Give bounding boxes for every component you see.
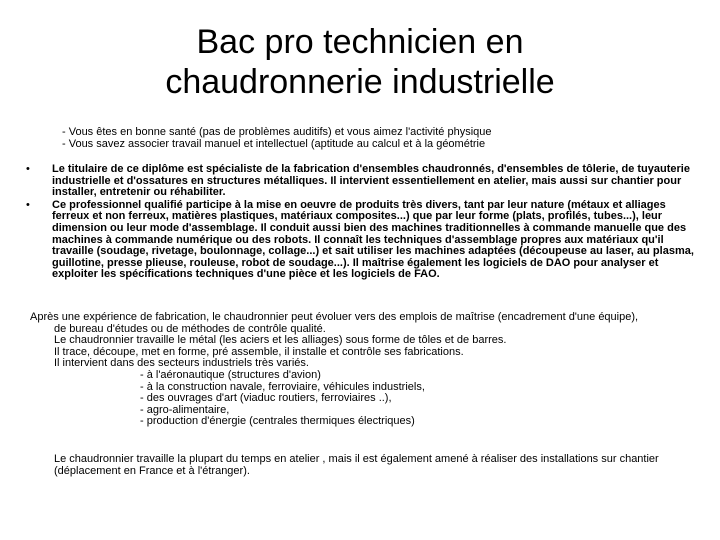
workplace-paragraph: Le chaudronnier travaille la plupart du temps en atelier , mais il est également amené à réaliser des installations sur chantier (déplacement en France et à l'étranger).: [54, 453, 659, 477]
bullet-item: [26, 164, 698, 199]
sector-item: - production d'énergie (centrales thermiques électriques): [140, 415, 415, 428]
bullet-text: Le titulaire de ce diplôme est spécialiste de la fabrication d'ensembles chaudronnés, d'ensembles de tôlerie, de tuyauterie industrielle et d'ossatures en structures métalliques. Il intervient essentiellement en atelier, mais aussi sur chantier pour installer, entretenir ou réhabiliter.: [52, 163, 690, 199]
career-block: [30, 312, 702, 428]
career-tasks: Il trace, découpe, met en forme, pré assemble, il installe et contrôle ses fabrications.: [54, 345, 464, 358]
prerequisite-line: - Vous savez associer travail manuel et intellectuel (aptitude au calcul et à la géométrie: [62, 138, 486, 150]
sector-item: - agro-alimentaire,: [140, 403, 230, 416]
title-line-2: chaudronnerie industrielle: [165, 63, 555, 101]
career-metal: Le chaudronnier travaille le métal (les aciers et les alliages) sous forme de tôles et de barres.: [54, 334, 507, 347]
bullet-list: [26, 164, 698, 282]
bullet-marker: •: [26, 198, 30, 211]
sector-item: - des ouvrages d'art (viaduc routiers, ferroviaires ..),: [140, 392, 392, 405]
career-intro: Après une expérience de fabrication, le chaudronnier peut évoluer vers des emplois de maîtrise (encadrement d'une équipe),: [30, 311, 639, 323]
sector-item: - à la construction navale, ferroviaire, véhicules industriels,: [140, 380, 425, 393]
career-sectors-intro: Il intervient dans des secteurs industriels très variés.: [54, 357, 309, 370]
prerequisite-line: - Vous êtes en bonne santé (pas de problèmes auditifs) et vous aimez l'activité physique: [62, 126, 492, 138]
slide-title: [100, 22, 620, 102]
bullet-text: Ce professionnel qualifié participe à la mise en oeuvre de produits très divers, tant par leur nature (métaux et alliages ferreux et non ferreux, matières plastiques, matériaux composites...) que par leur forme (plats, profilés, tubes...), leur dimension ou leur mode d'assemblage. Il conduit aussi bien des machines traditionnelles à commande manuelle que des machines à commande numérique ou des robots. Il connaît les techniques d'assemblage propres aux matériaux qu'il travaille (soudage, rivetage, boulonnage, collage...) et sait utiliser les machines adaptées (découpeuse au laser, au plasma, guillotine, presse plieuse, rouleuse, robot de soudage...). Il maîtrise également les logiciels de DAO pour analyser et exploiter les spécifications techniques d'une pièce et les logiciels de FAO.: [52, 198, 694, 281]
bullet-marker: •: [26, 163, 30, 175]
prerequisites-block: [62, 126, 702, 150]
bullet-item: [26, 200, 698, 281]
title-line-1: Bac pro technicien en: [196, 23, 524, 61]
sector-item: - à l'aéronautique (structures d'avion): [140, 368, 321, 381]
career-intro-continued: de bureau d'études ou de méthodes de contrôle qualité.: [54, 322, 326, 335]
